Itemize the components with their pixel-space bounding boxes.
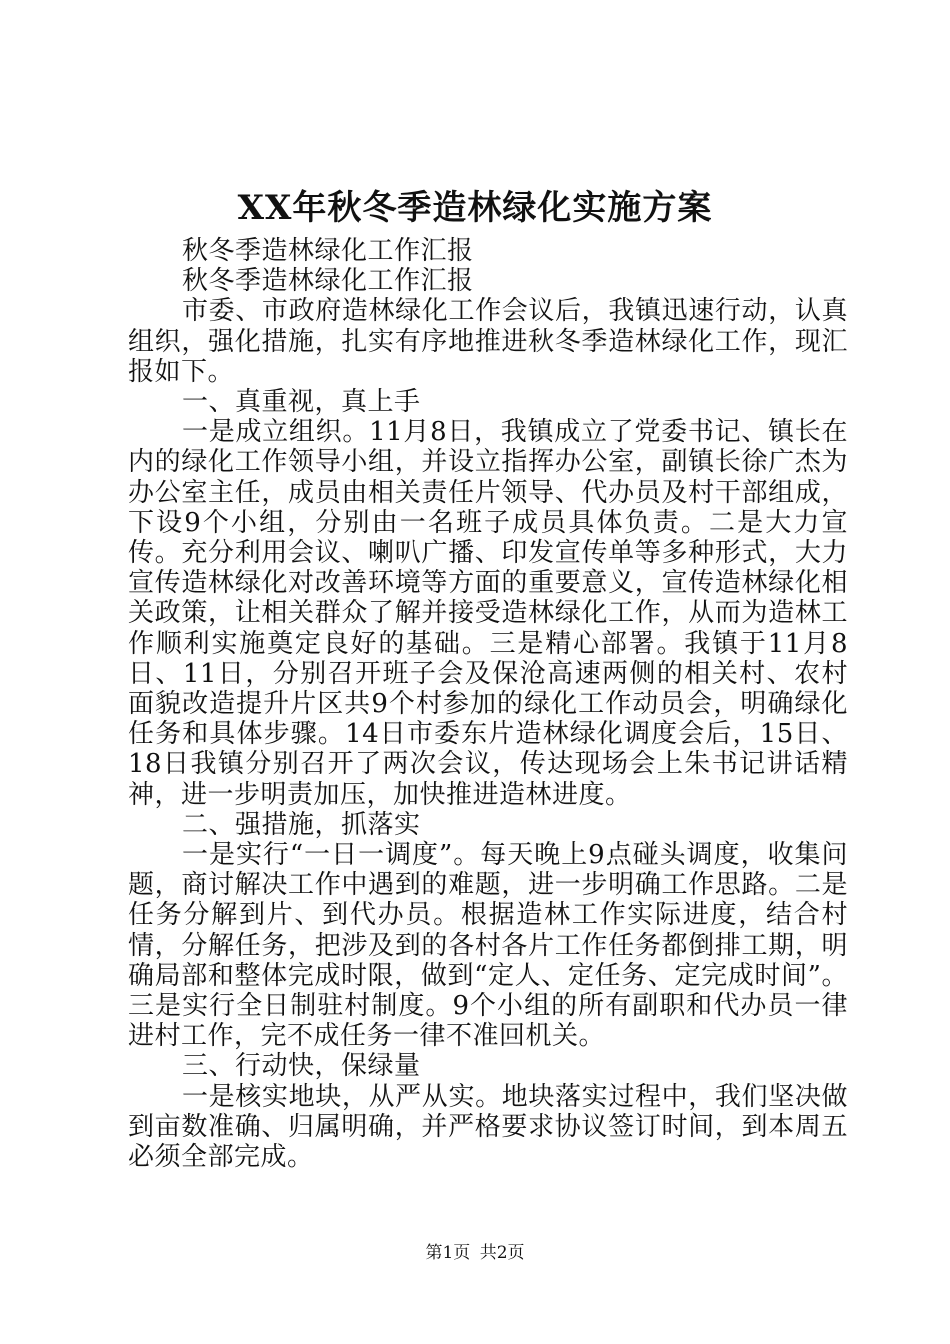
paragraph-subtitle-1: 秋冬季造林绿化工作汇报 xyxy=(182,236,474,266)
document-body xyxy=(128,236,848,1172)
section-heading-1: 一、真重视，真上手 xyxy=(182,387,421,418)
document-title: XX年秋冬季造林绿化实施方案 xyxy=(237,188,713,228)
page-footer: 第1页 共2页 xyxy=(425,1243,525,1263)
paragraph-section-3: 一是核实地块，从严从实。地块落实过程中，我们坚决做到亩数准确、归属明确，并严格要求协议签订时间，到本周五必须全部完成。 xyxy=(128,1081,848,1173)
paragraph-subtitle-2: 秋冬季造林绿化工作汇报 xyxy=(182,266,474,297)
paragraph-section-2: 一是实行“一日一调度”。每天晚上9点碰头调度，收集问题，商讨解决工作中遇到的难题，进一步明确工作思路。二是任务分解到片、到代办员。根据造林工作实际进度，结合村情，分解任务，把涉及到的各村各片工作任务都倒排工期，明确局部和整体完成时限，做到“定人、定任务、定完成时间”。三是实行全日制驻村制度。9个小组的所有副职和代办员一律进村工作，完不成任务一律不准回机关。 xyxy=(128,840,848,1052)
paragraph-section-1: 一是成立组织。11月8日，我镇成立了党委书记、镇长在内的绿化工作领导小组，并设立指挥办公室，副镇长徐广杰为办公室主任，成员由相关责任片领导、代办员及村干部组成，下设9个小组，分别由一名班子成员具体负责。二是大力宣传。充分利用会议、喇叭广播、印发宣传单等多种形式，大力宣传造林绿化对改善环境等方面的重要意义，宣传造林绿化相关政策，让相关群众了解并接受造林绿化工作，从而为造林工作顺利实施奠定良好的基础。三是精心部署。我镇于11月8日、11日，分别召开班子会及保沧高速两侧的相关村、农村面貌改造提升片区共9个村参加的绿化工作动员会，明确绿化任务和具体步骤。14日市委东片造林绿化调度会后，15日、18日我镇分别召开了两次会议，传达现场会上朱书记讲话精神，进一步明责加压，加快推进造林进度。 xyxy=(128,417,848,810)
paragraph-intro: 市委、市政府造林绿化工作会议后，我镇迅速行动，认真组织，强化措施，扎实有序地推进秋冬季造林绿化工作，现汇报如下。 xyxy=(128,296,848,387)
section-heading-2: 二、强措施，抓落实 xyxy=(182,809,421,840)
section-heading-3: 三、行动快，保绿量 xyxy=(182,1051,421,1082)
